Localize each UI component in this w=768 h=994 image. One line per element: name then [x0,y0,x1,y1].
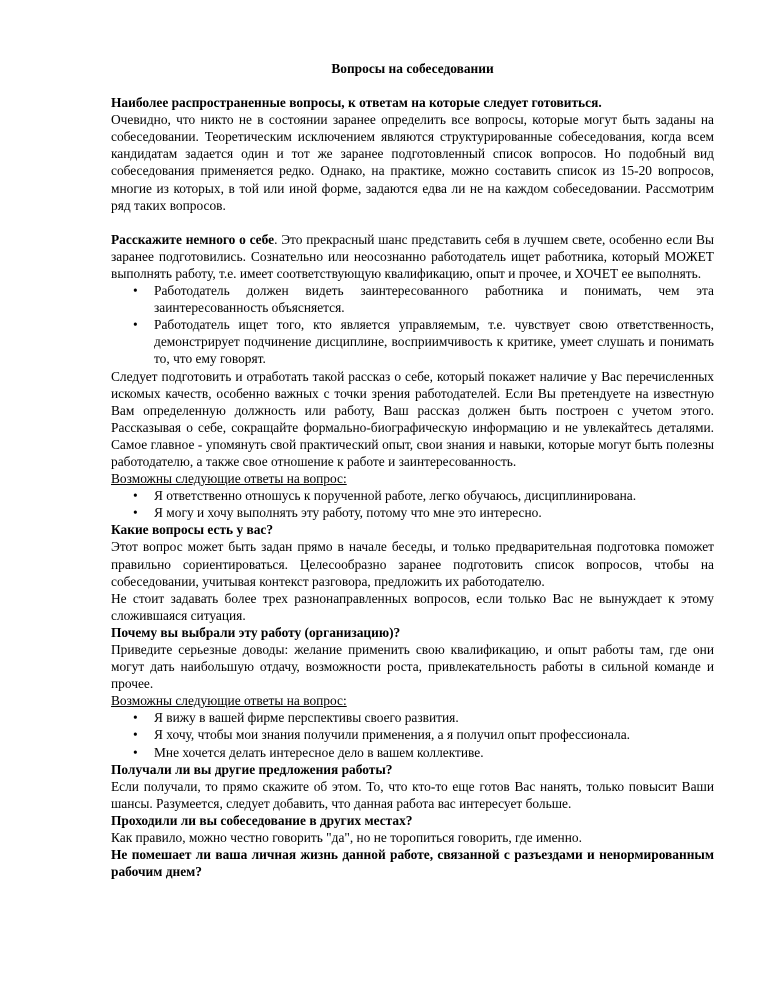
intro-paragraph: Очевидно, что никто не в состоянии заранее определить все вопросы, которые могут быть заданы на собеседовании. Теоретическим исключением являются структурированные собеседования, когда всем кандидатам задается один и тот же заранее подготовленный список вопросов. Но подобный вид собеседования применяется редко. Однако, на практике, можно составить список из 15-20 вопросов, многие из которых, в той или иной форме, задаются едва ли не на каждом собеседовании. Рассмотрим ряд таких вопросов. [111,112,714,213]
tell-about-paragraph-2: Следует подготовить и отработать такой рассказ о себе, который покажет наличие у Вас перечисленных искомых качеств, особенно важных с точки зрения работодателей. Если Вы претендуете на известную Вам определенную должность или работу, Ваш рассказ должен быть построен с учетом этого. Рассказывая о себе, сокращайте формально-биографическую информацию и не увлекайтесь деталями. Самое главное - упомянуть свой практический опыт, свои знания и навыки, которые могут быть полезны работодателю, а также свое отношение к работе и заинтересованность. [111,368,714,469]
why-paragraph: Приведите серьезные доводы: желание применить свою квалификацию, и опыт работы там, где они могут дать наибольшую отдачу, возможности роста, привлекательность работы в сильной команде и прочее. [111,642,714,692]
document-page [111,60,714,880]
offers-paragraph: Если получали, то прямо скажите об этом. То, что кто-то еще готов Вас нанять, только повысит Ваши шансы. Разумеется, следует добавить, что данная работа вас интересует больше. [111,778,714,811]
other-interviews-heading: Проходили ли вы собеседование в других местах? [111,812,413,828]
spacer [111,214,714,231]
tell-about-paragraph [111,231,714,282]
bullet-icon: • [133,488,138,504]
questions-paragraph-2: Не стоит задавать более трех разнонаправленных вопросов, если только Вас не вынуждает к этому сложившаяся ситуация. [111,590,714,623]
tell-about-answers [111,487,714,521]
personal-life-heading: Не помешает ли ваша личная жизнь данной работе, связанной с разъездами и ненормированным рабочим днем? [111,847,714,880]
document-title: Вопросы на собеседовании [331,61,494,76]
list-item: • Мне хочется делать интересное дело в вашем коллективе. [133,744,484,760]
tell-about-lead: Расскажите немного о себе [111,231,275,247]
list-item: • Работодатель должен видеть заинтересованного работника и понимать, чем эта заинтересованность объясняется. [133,283,714,316]
tell-about-text: . Это прекрасный шанс представить себя в лучшем свете, особенно если Вы заранее подготовились. Сознательно или неосознанно работодатель ищет работника, который МОЖЕТ выполнять работу, т.е. имеет соответствующую квалификацию, опыт и прочее, и ХОЧЕТ ее выполнять. [111,231,714,281]
answers-label: Возможны следующие ответы на вопрос: [111,471,347,487]
offers-heading: Получали ли вы другие предложения работы? [111,761,393,777]
why-heading: Почему вы выбрали эту работу (организацию)? [111,624,401,640]
tell-about-bullets [111,282,714,367]
bullet-icon: • [133,283,138,299]
why-answers [111,709,714,760]
answers-label: Возможны следующие ответы на вопрос: [111,693,347,709]
bullet-icon: • [133,744,138,760]
list-item: • Я вижу в вашей фирме перспективы своего развития. [133,710,459,726]
other-interviews-paragraph: Как правило, можно честно говорить "да", но не торопиться говорить, где именно. [111,830,582,846]
intro-heading: Наиболее распространенные вопросы, к ответам на которые следует готовиться. [111,95,602,111]
questions-paragraph: Этот вопрос может быть задан прямо в начале беседы, и только предварительная подготовка поможет правильно сориентироваться. Целесообразно заранее подготовить список вопросов, чтобы на собеседовании, учитывая контекст разговора, предложить их работодателю. [111,539,714,589]
bullet-icon: • [133,727,138,743]
bullet-icon: • [133,710,138,726]
bullet-icon: • [133,505,138,521]
list-item: • Работодатель ищет того, кто является управляемым, т.е. чувствует свою ответственность, демонстрирует подчинение дисциплине, восприимчивость к критике, умеет слушать и понимать то, что ему говорят. [133,317,714,367]
list-item: • Я ответственно отношусь к порученной работе, легко обучаюсь, дисциплинирована. [133,488,637,504]
bullet-icon: • [133,317,138,333]
list-item: • Я хочу, чтобы мои знания получили применения, а я получил опыт профессионала. [133,727,630,743]
list-item: • Я могу и хочу выполнять эту работу, потому что мне это интересно. [133,505,542,521]
questions-heading: Какие вопросы есть у вас? [111,522,274,538]
